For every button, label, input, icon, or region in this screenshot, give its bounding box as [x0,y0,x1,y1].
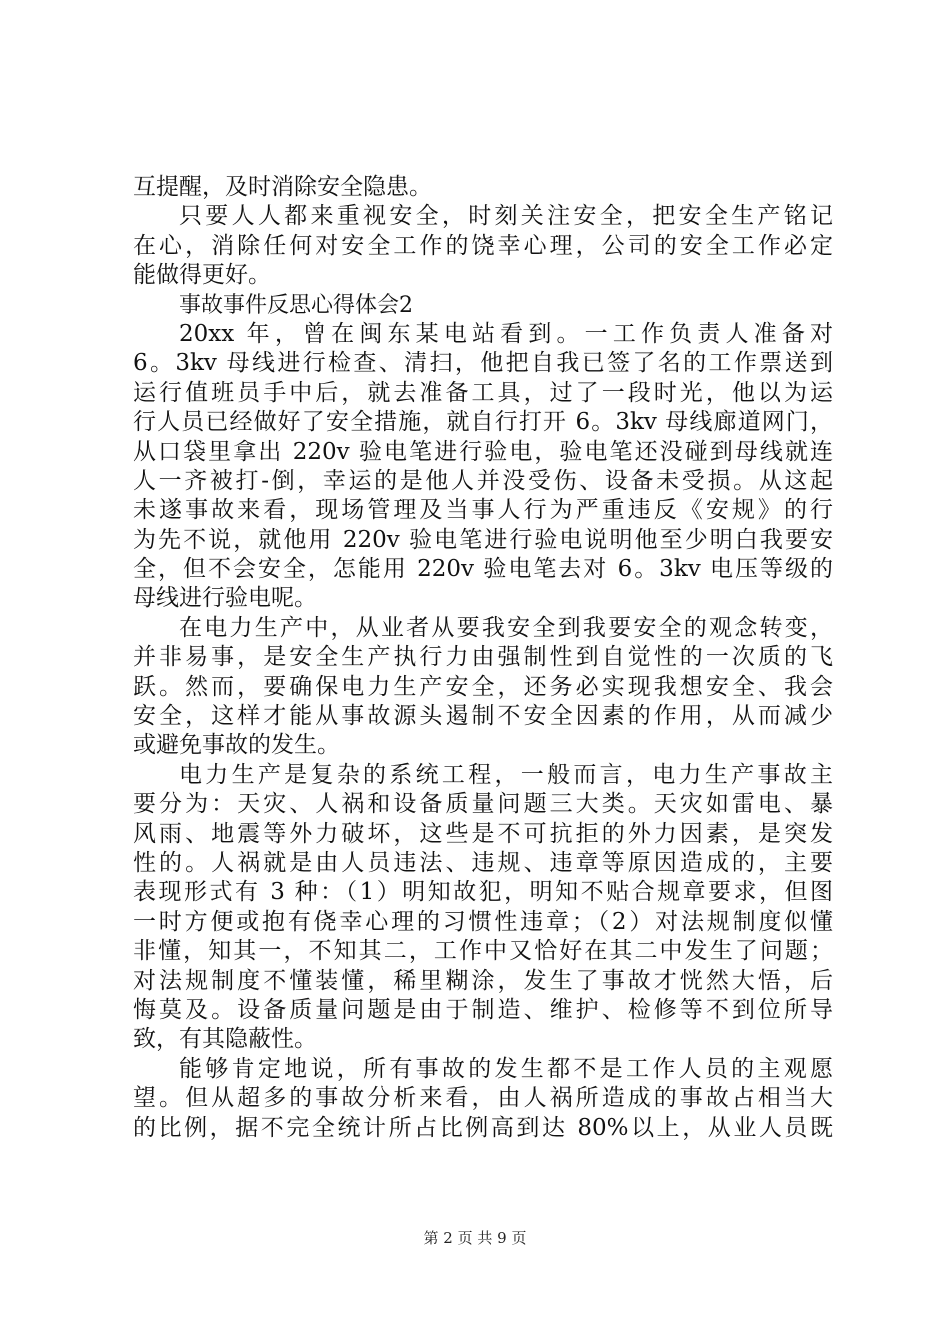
page-footer [0,1228,950,1248]
text-line: 运行值班员手中后，就去准备工具，过了一段时光，他以为运 [133,379,833,406]
text-line: 并非易事，是安全生产执行力由强制性到自觉性的一次质的飞 [133,644,833,671]
text-line: 对法规制度不懂装懂，稀里糊涂，发生了事故才恍然大悟，后 [133,967,833,994]
text-line: 非懂，知其一，不知其二，工作中又恰好在其二中发生了问题； [133,938,833,965]
text-line: 人一齐被打-倒，幸运的是他人并没受伤、设备未受损。从这起 [133,467,833,494]
text-line: 表现形式有 3 种：（1）明知故犯，明知不贴合规章要求，但图 [133,879,833,906]
text-line: 20xx 年，曾在闽东某电站看到。一工作负责人准备对 [179,320,833,347]
text-line: 安全，这样才能从事故源头遏制不安全因素的作用，从而减少 [133,703,833,730]
text-line: 致，有其隐蔽性。 [133,1026,317,1053]
text-line: 风雨、地震等外力破坏，这些是不可抗拒的外力因素，是突发 [133,820,833,847]
text-line: 要分为：天灾、人祸和设备质量问题三大类。天灾如雷电、暴 [133,791,833,818]
text-line: 未遂事故来看，现场管理及当事人行为严重违反《安规》的行 [133,497,833,524]
text-line: 全，但不会安全，怎能用 220v 验电笔去对 6。3kv 电压等级的 [133,556,833,583]
text-line: 6。3kv 母线进行检查、清扫，他把自我已签了名的工作票送到 [133,350,833,377]
text-line: 能够肯定地说，所有事故的发生都不是工作人员的主观愿 [179,1055,833,1082]
text-line: 的比例，据不完全统计所占比例高到达 80%以上，从业人员既 [133,1114,833,1141]
text-line: 只要人人都来重视安全，时刻关注安全，把安全生产铭记 [179,203,833,230]
section-heading: 事故事件反思心得体会2 [179,292,413,318]
text-line: 或避免事故的发生。 [133,732,340,759]
text-line: 跃。然而，要确保电力生产安全，还务必实现我想安全、我会 [133,673,833,700]
text-line: 在心，消除任何对安全工作的饶幸心理，公司的安全工作必定 [133,232,833,259]
text-line: 能做得更好。 [133,262,271,289]
text-line: 母线进行验电呢。 [133,585,317,612]
text-line: 为先不说，就他用 220v 验电笔进行验电说明他至少明白我要安 [133,526,833,553]
document-body [133,173,833,1143]
text-line: 悔莫及。设备质量问题是由于制造、维护、检修等不到位所导 [133,996,833,1023]
text-line: 互提醒，及时消除安全隐患。 [133,174,432,200]
text-line: 行人员已经做好了安全措施，就自行打开 6。3kv 母线廊道网门， [133,409,833,436]
text-line: 电力生产是复杂的系统工程，一般而言，电力生产事故主 [179,761,833,788]
text-line: 一时方便或抱有侥幸心理的习惯性违章；（2）对法规制度似懂 [133,908,833,935]
page-number: 第 2 页 共 9 页 [423,1229,527,1247]
text-line: 望。但从超多的事故分析来看，由人祸所造成的事故占相当大 [133,1085,833,1112]
text-line: 性的。人祸就是由人员违法、违规、违章等原因造成的，主要 [133,849,833,876]
text-line: 在电力生产中，从业者从要我安全到我要安全的观念转变， [179,614,833,641]
text-line: 从口袋里拿出 220v 验电笔进行验电，验电笔还没碰到母线就连 [133,438,833,465]
